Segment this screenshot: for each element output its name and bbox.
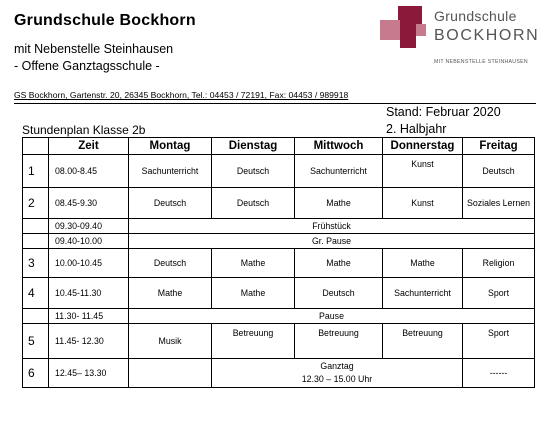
break-cell-fruehstueck: Frühstück [129, 219, 535, 234]
halbjahr: 2. Halbjahr [386, 122, 447, 136]
period-number [23, 234, 49, 249]
header-donnerstag: Donnerstag [383, 138, 463, 155]
period-number [23, 309, 49, 324]
period-time: 10.00-10.45 [49, 249, 129, 278]
lesson-cell: Mathe [212, 278, 295, 309]
logo-tagline: MIT NEBENSTELLE STEINHAUSEN [434, 59, 528, 65]
lesson-cell: ------ [463, 359, 535, 388]
lesson-cell: Soziales Lernen [463, 188, 535, 219]
table-row [23, 278, 535, 309]
period-time: 08.45-9.30 [49, 188, 129, 219]
lesson-cell [129, 359, 212, 388]
break-cell-gr-pause: Gr. Pause [129, 234, 535, 249]
period-number: 2 [23, 188, 49, 219]
lesson-cell: Deutsch [129, 188, 212, 219]
lesson-cell: Deutsch [129, 249, 212, 278]
class-title: Stundenplan Klasse 2b [22, 123, 146, 137]
lesson-cell: Betreuung [212, 324, 295, 359]
lesson-cell: Betreuung [383, 324, 463, 359]
period-number: 6 [23, 359, 49, 388]
period-number: 4 [23, 278, 49, 309]
period-time: 09.40-10.00 [49, 234, 129, 249]
period-number: 3 [23, 249, 49, 278]
header-num [23, 138, 49, 155]
table-row [23, 219, 535, 234]
period-number: 5 [23, 324, 49, 359]
table-row [23, 309, 535, 324]
header-freitag: Freitag [463, 138, 535, 155]
table-row [23, 234, 535, 249]
lesson-cell: Sachunterricht [383, 278, 463, 309]
lesson-cell: Sachunterricht [295, 155, 383, 188]
table-row [23, 155, 535, 188]
header-montag: Montag [129, 138, 212, 155]
school-name: Grundschule Bockhorn [14, 12, 196, 29]
header-mittwoch: Mittwoch [295, 138, 383, 155]
stand-date: Stand: Februar 2020 [386, 105, 501, 119]
lesson-cell: Mathe [129, 278, 212, 309]
lesson-cell: Musik [129, 324, 212, 359]
lesson-cell: Kunst [383, 155, 463, 188]
header-dienstag: Dienstag [212, 138, 295, 155]
break-cell-pause: Pause [129, 309, 535, 324]
lesson-cell: Mathe [295, 249, 383, 278]
school-subtitle-ganztag: - Offene Ganztagsschule - [14, 59, 160, 73]
lesson-cell: Deutsch [212, 155, 295, 188]
period-time: 11.45- 12.30 [49, 324, 129, 359]
ganztag-label: Ganztag [320, 361, 354, 371]
lesson-cell: Deutsch [295, 278, 383, 309]
table-row [23, 359, 535, 388]
school-subtitle: mit Nebenstelle Steinhausen [14, 42, 174, 56]
period-time: 09.30-09.40 [49, 219, 129, 234]
school-logo-mark [380, 6, 428, 48]
logo-text-grundschule: Grundschule [434, 8, 517, 24]
lesson-cell: Deutsch [212, 188, 295, 219]
lesson-cell: Betreuung [295, 324, 383, 359]
lesson-cell: Mathe [295, 188, 383, 219]
period-number: 1 [23, 155, 49, 188]
lesson-cell: Mathe [212, 249, 295, 278]
school-address: GS Bockhorn, Gartenstr. 20, 26345 Bockhorn, Tel.: 04453 / 72191, Fax: 04453 / 989918 [14, 90, 349, 100]
timetable [22, 137, 535, 388]
table-row [23, 188, 535, 219]
table-row [23, 324, 535, 359]
address-rule [14, 103, 536, 104]
logo-text-bockhorn: BOCKHORN [434, 27, 540, 44]
lesson-cell: Kunst [383, 188, 463, 219]
period-time: 10.45-11.30 [49, 278, 129, 309]
table-row [23, 249, 535, 278]
period-time: 11.30- 11.45 [49, 309, 129, 324]
lesson-cell: Sport [463, 324, 535, 359]
table-header-row [23, 138, 535, 155]
lesson-cell: Deutsch [463, 155, 535, 188]
period-time: 12.45– 13.30 [49, 359, 129, 388]
period-number [23, 219, 49, 234]
ganztag-time: 12.30 – 15.00 Uhr [301, 374, 373, 384]
period-time: 08.00-8.45 [49, 155, 129, 188]
lesson-cell: Mathe [383, 249, 463, 278]
ganztag-cell [212, 359, 463, 388]
lesson-cell: Religion [463, 249, 535, 278]
lesson-cell: Sport [463, 278, 535, 309]
header-zeit: Zeit [49, 138, 129, 155]
lesson-cell: Sachunterricht [129, 155, 212, 188]
